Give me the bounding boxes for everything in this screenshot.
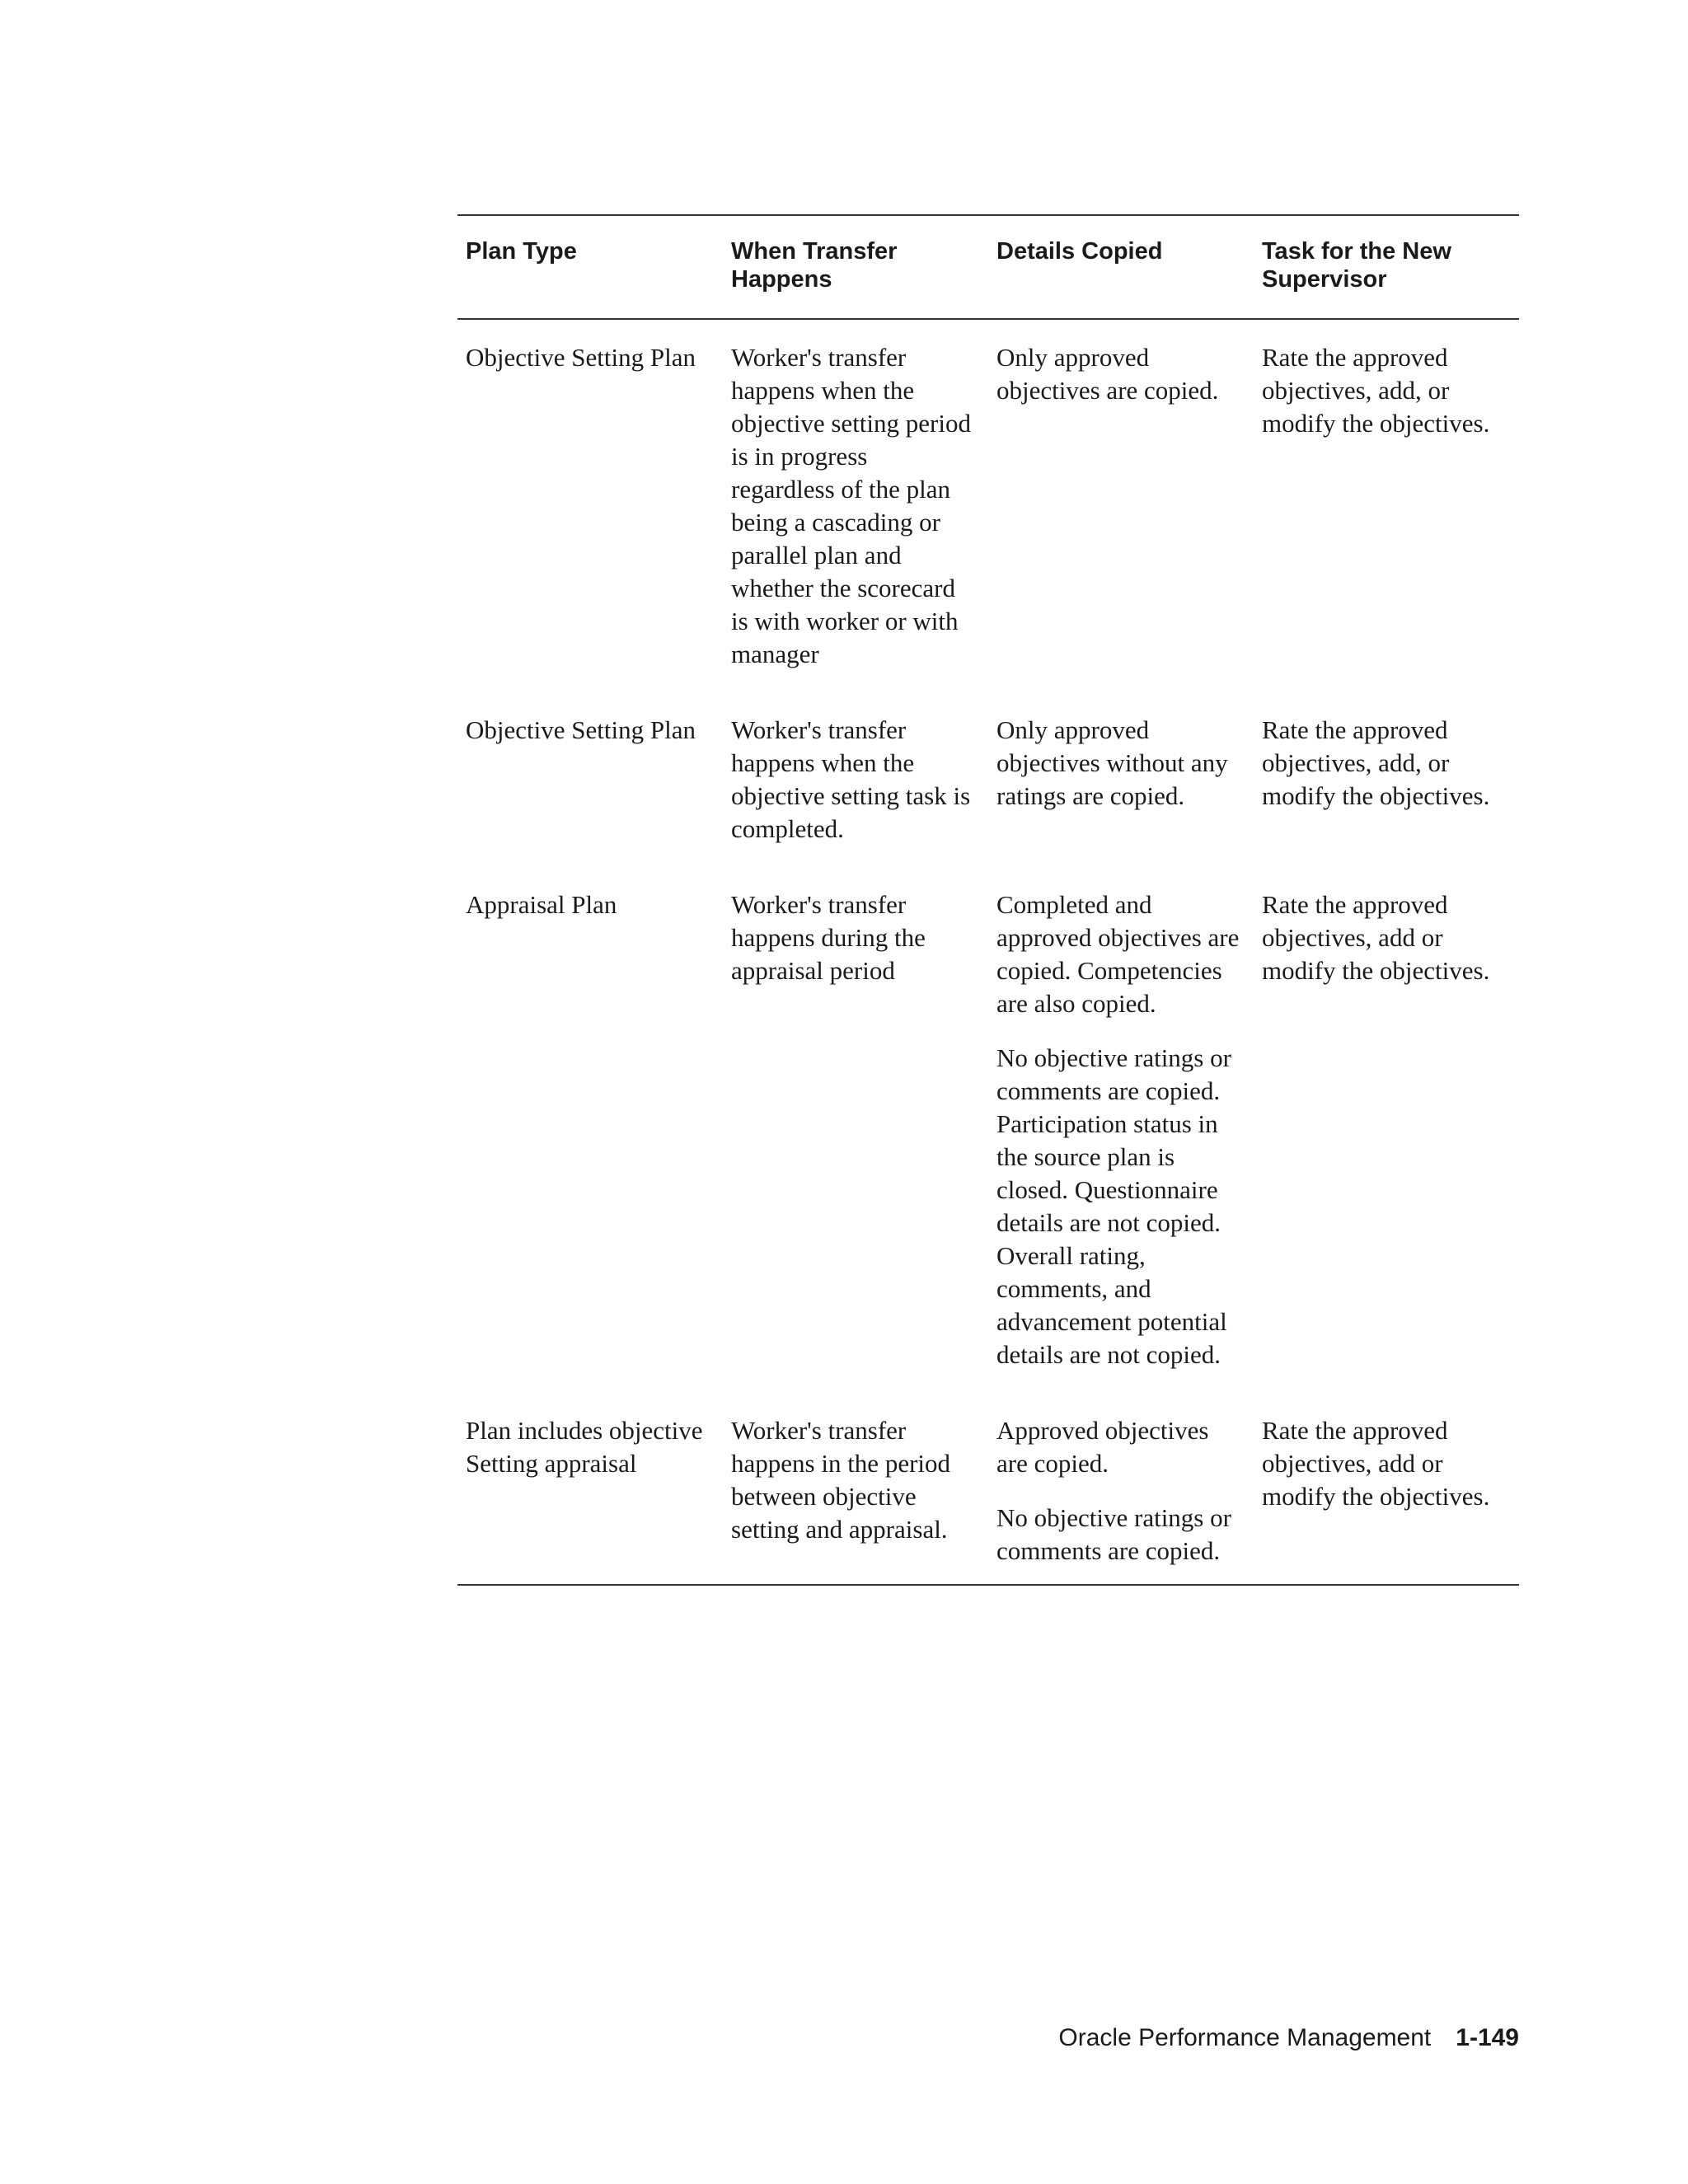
cell-details-copied: [988, 714, 1254, 846]
cell-details-copied: [988, 1414, 1254, 1568]
table-row: [457, 714, 1519, 888]
table-row: [457, 1414, 1519, 1584]
table-row: [457, 888, 1519, 1414]
cell-plan-type: Plan includes objective Setting appraisal: [466, 1416, 703, 1478]
cell-plan-type: Objective Setting Plan: [466, 343, 696, 372]
cell-plan-type: Appraisal Plan: [466, 890, 617, 919]
header-task-for-new-supervisor: Task for the New Supervisor: [1262, 238, 1451, 293]
header-details-copied: Details Copied: [996, 238, 1163, 265]
footer-book-title: Oracle Performance Management: [1058, 2024, 1432, 2051]
table-bottom-rule: [457, 1584, 1519, 1586]
header-when-transfer-happens: When Transfer Happens: [731, 238, 898, 293]
details-paragraph: Approved objectives are copied.: [996, 1416, 1209, 1478]
details-paragraph: Completed and approved objectives are copied. Competencies are also copied.: [996, 890, 1240, 1018]
cell-task: Rate the approved objectives, add, or modify the objectives.: [1262, 715, 1490, 810]
details-paragraph: No objective ratings or comments are copied.: [996, 1503, 1231, 1565]
details-paragraph: Only approved objectives are copied.: [996, 343, 1219, 405]
cell-when-transfer: Worker's transfer happens during the appraisal period: [731, 890, 926, 985]
footer-page-number: 1-149: [1456, 2024, 1519, 2051]
details-paragraph: No objective ratings or comments are copied. Participation status in the source plan is closed. Questionnaire details are not copied. Overall rating, comments, and advancement potential details are not copied.: [996, 1043, 1231, 1369]
cell-task: Rate the approved objectives, add or modify the objectives.: [1262, 1416, 1490, 1511]
table-row: [457, 341, 1519, 714]
cell-details-copied: [988, 888, 1254, 1371]
cell-when-transfer: Worker's transfer happens in the period between objective setting and appraisal.: [731, 1416, 951, 1544]
cell-task: Rate the approved objectives, add or modify the objectives.: [1262, 890, 1490, 985]
cell-details-copied: [988, 341, 1254, 671]
cell-task: Rate the approved objectives, add, or modify the objectives.: [1262, 343, 1490, 438]
cell-when-transfer: Worker's transfer happens when the objective setting task is completed.: [731, 715, 971, 843]
page-footer: [1058, 2023, 1519, 2053]
details-paragraph: Only approved objectives without any ratings are copied.: [996, 715, 1228, 810]
table-header-row: [457, 216, 1519, 318]
header-plan-type: Plan Type: [466, 238, 577, 265]
cell-when-transfer: Worker's transfer happens when the objective setting period is in progress regardless of the plan being a cascading or parallel plan and whether the scorecard is with worker or with manager: [731, 343, 971, 668]
transfer-rules-table: [457, 214, 1519, 1586]
table-body: [457, 320, 1519, 1584]
cell-plan-type: Objective Setting Plan: [466, 715, 696, 744]
